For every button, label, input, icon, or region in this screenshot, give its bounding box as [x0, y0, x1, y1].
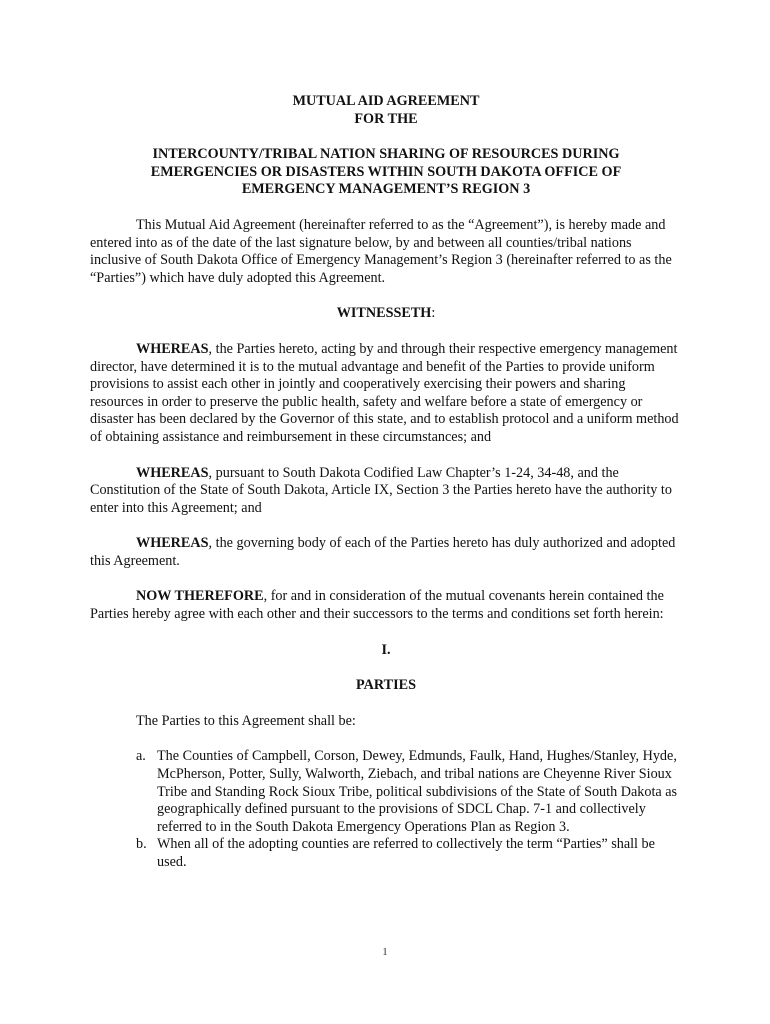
whereas-1-text: , the Parties hereto, acting by and through their respective emergency management director, have determined it is to the mutual advantage and benefit of the Parties to provide uniform provisions to assist each other in jointly and cooperatively exercising their powers and sharing resources in order to preserve the public health, safety and welfare before a state of emergency or disaster has been declared by the Governor of this state, and to establish protocol and a uniform method of obtaining assistance and reimbursement in these circumstances; and	[90, 340, 679, 445]
intro-paragraph: This Mutual Aid Agreement (hereinafter referred to as the “Agreement”), is hereby made and entered into as of the date of the last signature below, by and between all counties/tribal nations inclusive of South Dakota Office of Emergency Management’s Region 3 (hereinafter referred to as the “Parties”) which have duly adopted this Agreement.	[90, 216, 672, 286]
whereas-1-lead: WHEREAS	[136, 340, 209, 357]
subtitle-line-1: INTERCOUNTY/TRIBAL NATION SHARING OF RESOURCES DURING	[152, 146, 620, 163]
parties-list	[90, 748, 682, 871]
whereas-2-lead: WHEREAS	[136, 464, 209, 481]
document-page	[90, 93, 682, 872]
whereas-3-text: , the governing body of each of the Parties hereto has duly authorized and adopted this Agreement.	[90, 535, 676, 569]
list-item	[90, 748, 682, 836]
whereas-2-text: , pursuant to South Dakota Codified Law Chapter’s 1-24, 34-48, and the Constitution of the State of South Dakota, Article IX, Section 3 the Parties hereto have the authority to enter into this Agreement; and	[90, 464, 672, 516]
list-marker: b.	[136, 836, 147, 853]
section-number: I.	[381, 641, 391, 658]
list-item-text: The Counties of Campbell, Corson, Dewey, Edmunds, Faulk, Hand, Hughes/Stanley, Hyde, McPherson, Potter, Sully, Walworth, Ziebach, and tribal nations are Cheyenne River Sioux Tribe and Standing Rock Sioux Tribe, political subdivisions of the State of South Dakota as geographically defined pursuant to the provisions of SDCL Chap. 7-1 and collectively referred to in the South Dakota Emergency Operations Plan as Region 3.	[157, 748, 678, 835]
parties-intro: The Parties to this Agreement shall be:	[136, 712, 356, 729]
whereas-paragraph-2	[90, 465, 682, 518]
title-line-1: MUTUAL AID AGREEMENT	[292, 93, 480, 109]
witnesseth-label: WITNESSETH	[336, 305, 432, 322]
page-number: 1	[382, 946, 388, 958]
witnesseth-colon: :	[431, 305, 436, 322]
now-therefore-paragraph	[90, 588, 682, 623]
list-item	[90, 836, 682, 871]
now-therefore-lead: NOW THEREFORE	[136, 588, 264, 605]
whereas-3-lead: WHEREAS	[136, 535, 209, 552]
now-therefore-text: , for and in consideration of the mutual covenants herein contained the Parties hereby agree with each other and their successors to the terms and conditions set forth herein:	[90, 588, 664, 623]
list-item-text: When all of the adopting counties are referred to collectively the term “Parties” shall be used.	[157, 836, 655, 870]
whereas-paragraph-1	[90, 341, 682, 447]
witnesseth-heading	[90, 305, 682, 323]
subtitle-line-3: EMERGENCY MANAGEMENT’S REGION 3	[241, 181, 531, 198]
whereas-paragraph-3	[90, 535, 682, 570]
subtitle-line-2: EMERGENCIES OR DISASTERS WITHIN SOUTH DAKOTA OFFICE OF	[150, 163, 622, 180]
list-marker: a.	[136, 748, 146, 765]
section-title: PARTIES	[356, 677, 416, 694]
title-line-2: FOR THE	[354, 110, 418, 127]
